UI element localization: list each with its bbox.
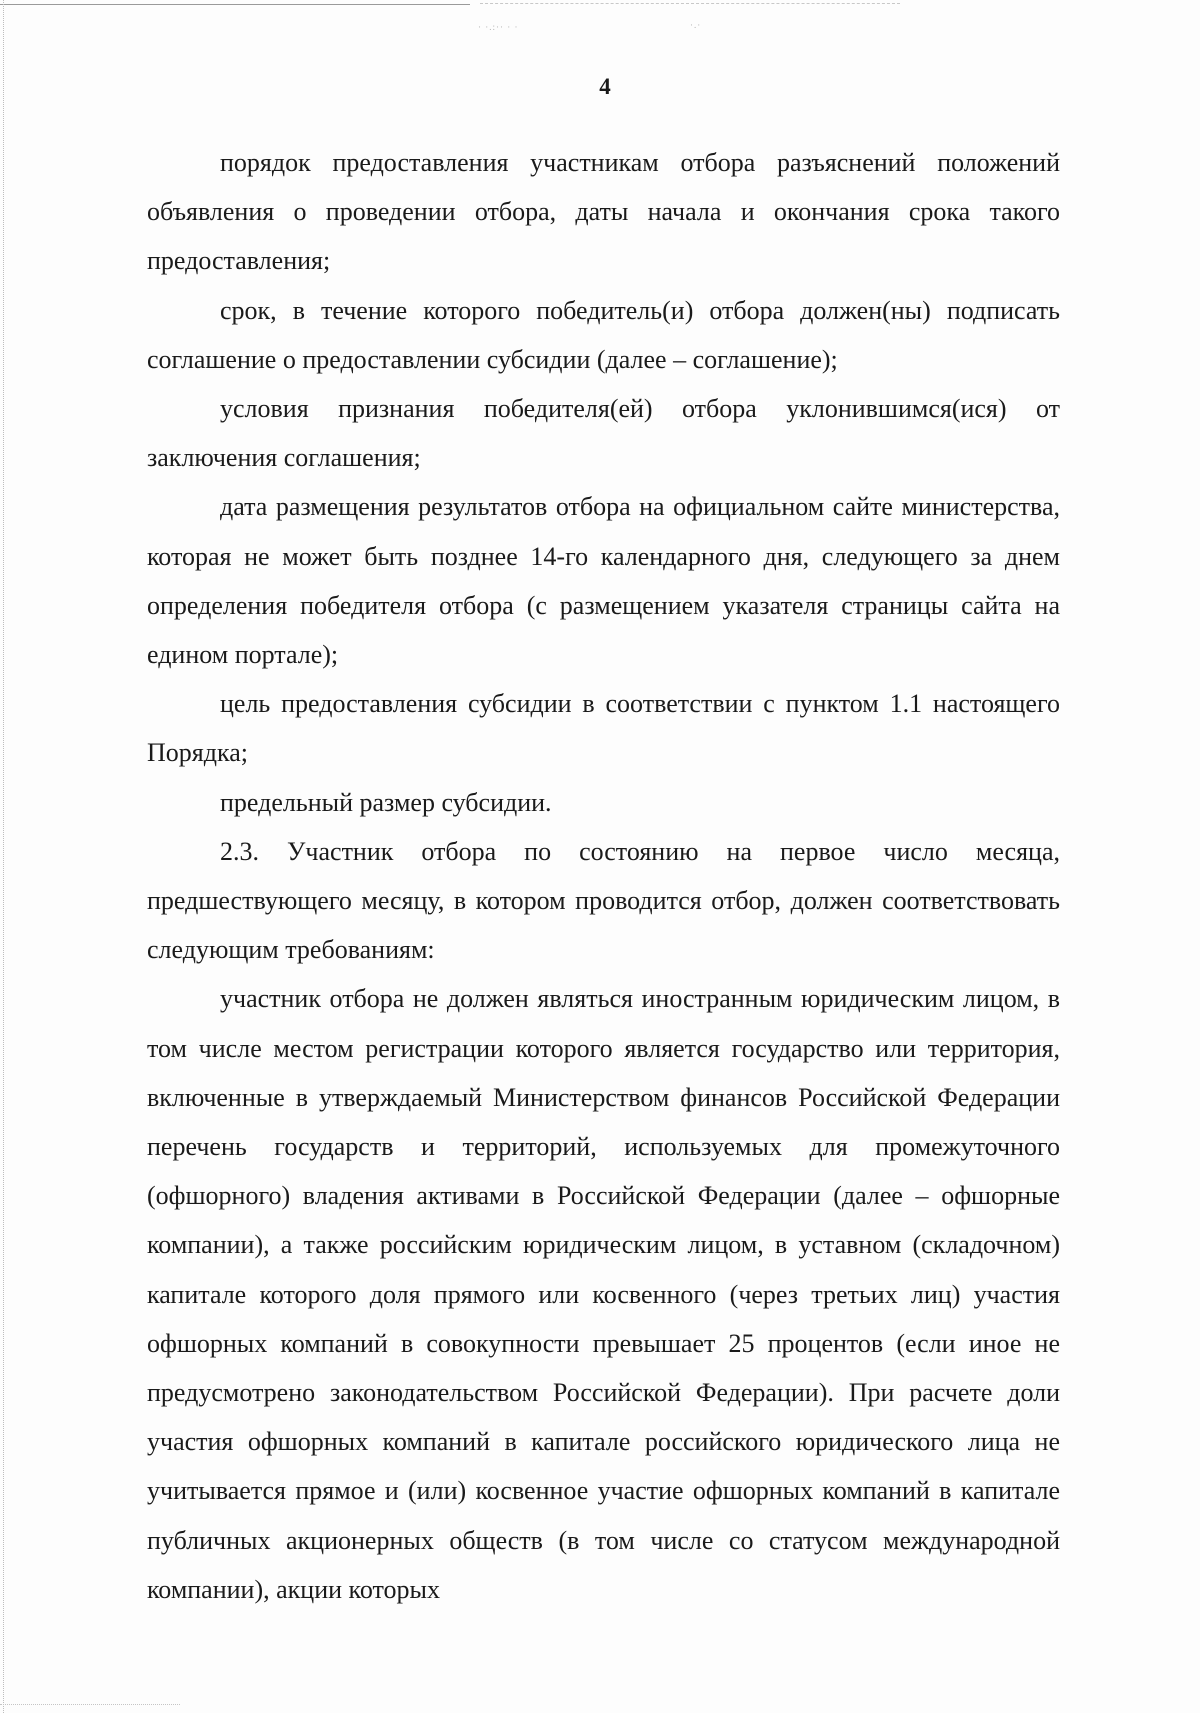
scan-artifact-top-line [0,4,470,5]
scan-artifact-top-dash [480,3,900,4]
paragraph: срок, в течение которого победитель(и) отбора должен(ны) подписать соглашение о предоставлении субсидии (далее – соглашение); [147,295,1060,374]
scan-artifact-left-edge [3,0,4,1713]
scan-smudge: · ·.:·· · · [478,22,519,32]
document-body [147,138,1060,1614]
scan-smudge: ·.· [690,20,702,30]
scan-artifact-bottom-dots [0,1704,180,1705]
paragraph: цель предоставления субсидии в соответствии с пунктом 1.1 настоящего Порядка; [147,689,1060,768]
paragraph: порядок предоставления участникам отбора разъяснений положений объявления о проведении отбора, даты начала и окончания срока такого предоставления; [147,148,1060,276]
paragraph: условия признания победителя(ей) отбора уклонившимся(ися) от заключения соглашения; [147,394,1060,473]
paragraph: 2.3. Участник отбора по состоянию на первое число месяца, предшествующего месяцу, в котором проводится отбор, должен соответствовать следующим требованиям: [147,836,1060,965]
paragraph: предельный размер субсидии. [220,787,552,817]
page-number: 4 [599,74,611,99]
paragraph: дата размещения результатов отбора на официальном сайте министерства, которая не может быть позднее 14-го календарного дня, следующего за днем определения победителя отбора (с размещением указателя страницы сайта на едином портале); [147,492,1060,670]
paragraph: участник отбора не должен являться иностранным юридическим лицом, в том числе местом регистрации которого является государство или территория, включенные в утверждаемый Министерством финансов Российской Федерации перечень государств и территорий, используемых для промежуточного (офшорного) владения активами в Российской Федерации (далее – офшорные компании), а также российским юридическим лицом, в уставном (складочном) капитале которого доля прямого или косвенного (через третьих лиц) участия офшорных компаний в совокупности превышает 25 процентов (если иное не предусмотрено законодательством Российской Федерации). При расчете доли участия офшорных компаний в капитале российского юридического лица не учитывается прямое и (или) косвенное участие офшорных компаний в капитале публичных акционерных обществ (в том числе со статусом международной компании), акции которых [147,984,1060,1604]
